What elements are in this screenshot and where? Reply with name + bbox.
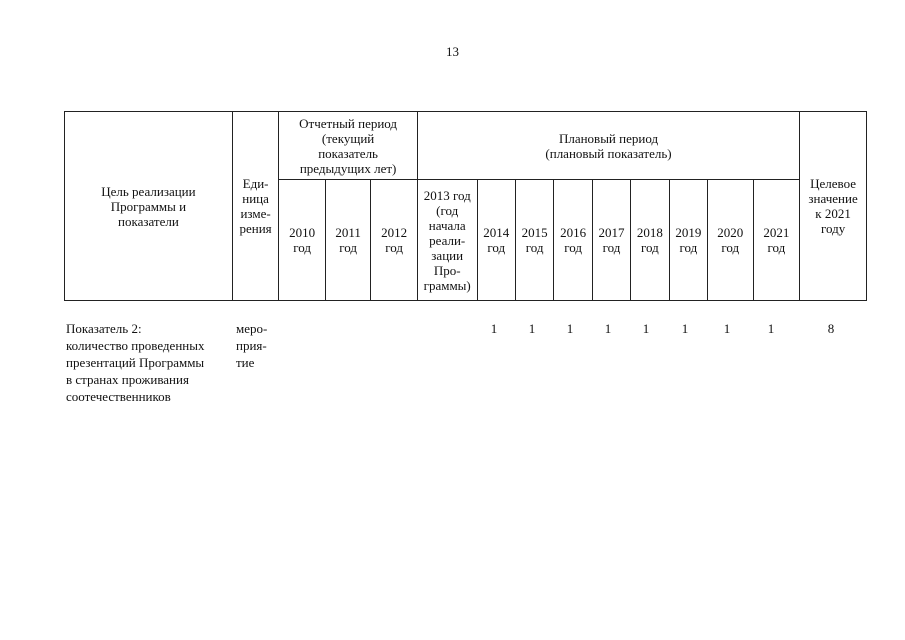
value-2019: 1 (681, 321, 689, 336)
year-header-2010: 2010 год (279, 180, 326, 301)
year-header-2013: 2013 год (год начала реали- зации Про- граммы) (417, 180, 477, 301)
year-header-2015: 2015 год (515, 180, 553, 301)
value-2016: 1 (566, 321, 574, 336)
year-header-2019: 2019 год (669, 180, 707, 301)
year-header-2021: 2021 год (753, 180, 800, 301)
target-column-header: Целевое значение к 2021 году (800, 112, 867, 301)
indicator-table-header (64, 111, 867, 301)
unit-column-header: Еди- ница изме- рения (232, 112, 279, 301)
value-2015: 1 (528, 321, 536, 336)
year-header-2020: 2020 год (708, 180, 754, 301)
report-period-header: Отчетный период (текущий показатель предыдущих лет) (279, 112, 418, 180)
indicator-goal-text: Показатель 2: количество проведенных презентаций Программы в странах проживания соотечественников (66, 321, 205, 404)
value-2017: 1 (604, 321, 612, 336)
target-value: 8 (827, 321, 835, 336)
year-header-2011: 2011 год (325, 180, 371, 301)
goal-column-header: Цель реализации Программы и показатели (65, 112, 233, 301)
value-2014: 1 (490, 321, 498, 336)
year-header-2016: 2016 год (554, 180, 592, 301)
year-header-2018: 2018 год (631, 180, 669, 301)
value-2018: 1 (642, 321, 650, 336)
plan-period-header: Плановый период (плановый показатель) (417, 112, 799, 180)
page-number: 13 (446, 44, 459, 59)
value-2021: 1 (767, 321, 775, 336)
indicator-unit-text: меро- прия- тие (236, 321, 268, 370)
year-header-2017: 2017 год (592, 180, 630, 301)
year-header-2014: 2014 год (477, 180, 515, 301)
year-header-2012: 2012 год (371, 180, 418, 301)
value-2020: 1 (723, 321, 731, 336)
